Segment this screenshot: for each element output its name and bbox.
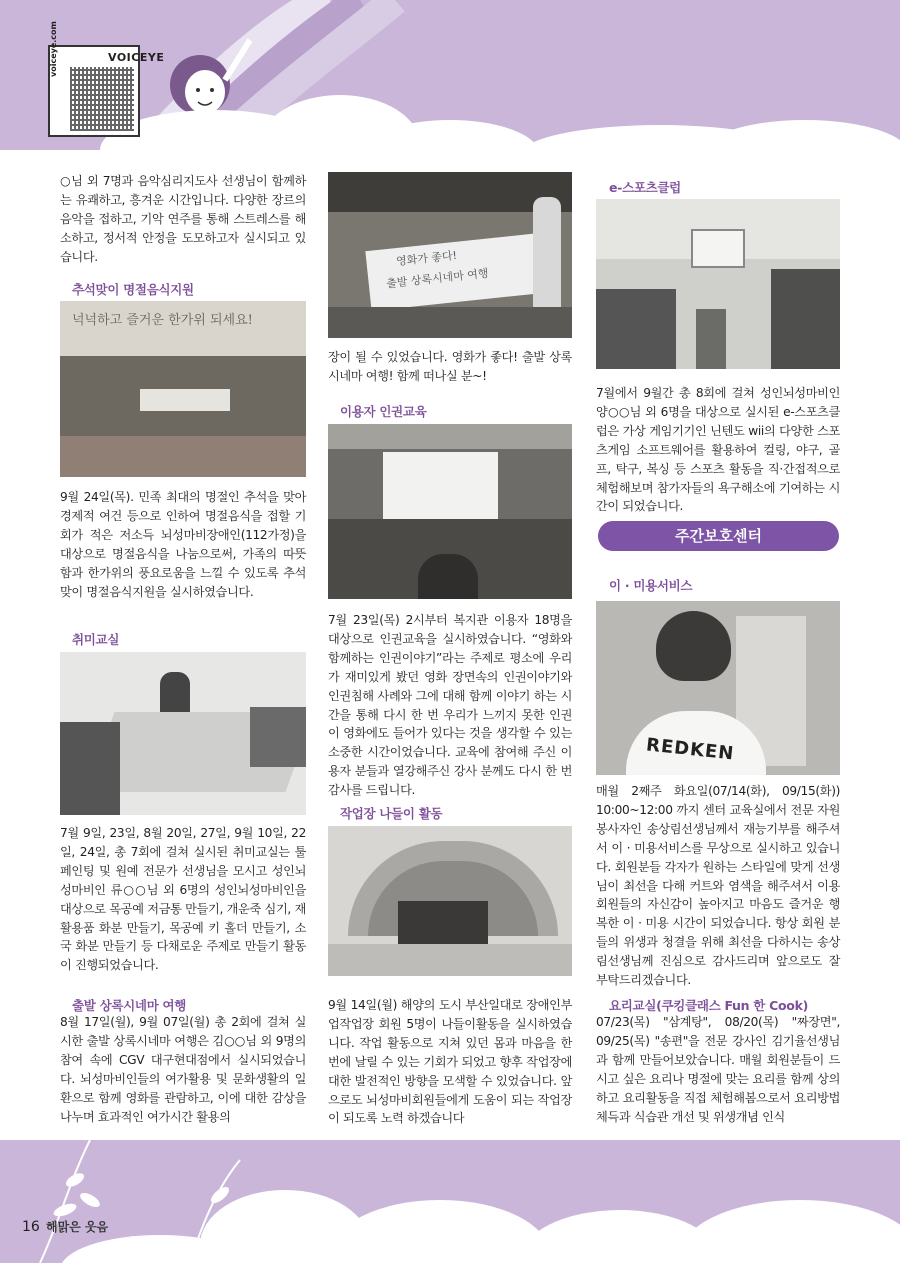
day-care-center-title: 주간보호센터: [598, 521, 839, 551]
rights-text: 7월 23일(목) 2시부터 복지관 이용자 18명을 대상으로 인권교육을 실시하였습니다. “영화와 함께하는 인권이야기”라는 주제로 평소에 우리가 재미있게 봤던 영화 장면속의 인권이야기와 인권침해 사례와 그에 대해 함께 이야기 하는 시간을 통해 다시 한 번 우리가 느끼지 못한 인권이 영화에도 들어가 있다는 것을 생각할 수 있는 소중한 시간이었습니다. 교육에 참여해 주신 이용자 분들과 열강해주신 강사 분께도 다시 한 번 감사를 드립니다.: [328, 613, 572, 798]
workshop-body: [328, 996, 572, 1128]
voiceye-pattern: [70, 67, 134, 131]
beauty-photo: [596, 601, 840, 775]
cooking-heading: 요리교실(쿠킹클래스 Fun 한 Cook): [609, 998, 809, 1013]
cloud: [330, 1200, 550, 1263]
hobby-photo: [60, 652, 306, 815]
hobby-body: [60, 824, 306, 975]
cinema-banner-line2: 출발 상록시네마 여행: [385, 266, 490, 291]
cinema-photo: [328, 172, 572, 338]
esports-body: [596, 384, 840, 516]
voiceye-code: [48, 21, 165, 137]
cinema-text: 8월 17일(월), 9월 07일(월) 총 2회에 걸쳐 실시한 출발 상록시네마 여행은 김○○님 외 9명의 참여 속에 CGV 대구현대점에서 실시되었습니다. 뇌성마비인들의 여가활용 및 문화생활의 일환으로 함께 영화를 관람하고, 이에 대한 감상을 나누며 효과적인 여가시간 활용의: [60, 1015, 306, 1124]
workshop-photo: [328, 826, 572, 976]
voiceye-side-text: voiceye.com: [49, 21, 58, 77]
music-intro-text: ○님 외 7명과 음악심리지도사 선생님이 함께하는 유쾌하고, 흥겨운 시간입니다. 다양한 장르의 음악을 접하고, 기악 연주를 통해 스트레스를 해소하고, 정서적 안정을 도모하고자 실시되고 있습니다.: [60, 174, 306, 264]
esports-heading: e-스포츠클럽: [609, 180, 681, 195]
beauty-heading: 이 · 미용서비스: [609, 578, 693, 593]
hobby-heading: 취미교실: [72, 632, 120, 647]
workshop-text: 9월 14일(월) 해양의 도시 부산일대로 장애인부업작업장 회원 5명이 나들이활동을 실시하였습니다. 작업 활동으로 지쳐 있던 몸과 마음을 한 번에 날릴 수 있는 기회가 되었고 향후 작업장에 대한 발전적인 방향을 모색할 수 있었습니다. 앞으로도 뇌성마비회원들에게 도움이 되는 작업장이 되도록 노력 하겠습니다: [328, 998, 572, 1126]
rights-body: [328, 611, 572, 800]
cinema-cont-body: [328, 348, 572, 386]
cinema-body: [60, 1013, 306, 1126]
footer-band: [0, 1140, 900, 1263]
workshop-heading: 작업장 나들이 활동: [340, 806, 443, 821]
cinema-banner-line1: 영화가 좋다!: [395, 248, 458, 269]
chuseok-heading: 추석맞이 명절음식지원: [72, 282, 194, 297]
page-number: 16: [22, 1219, 40, 1235]
voiceye-label: VOICEYE: [108, 51, 165, 64]
cloud: [680, 1200, 900, 1263]
chuseok-text: 9월 24일(목). 민족 최대의 명절인 추석을 맞아 경제적 여건 등으로 인하여 명절음식을 접할 기회가 적은 저소득 뇌성마비장애인(112가정)을 대상으로 명절음식을 나눔으로써, 가족의 따뜻함과 한가위의 풍요로움을 느낄 수 있도록 추석맞이 명절음식지원을 실시하였습니다.: [60, 490, 306, 599]
esports-photo: [596, 199, 840, 369]
esports-text: 7월에서 9월간 총 8회에 걸쳐 성인뇌성마비인 양○○님 외 6명을 대상으로 실시된 e-스포츠클럽은 가상 게임기기인 닌텐도 wii의 다양한 스포츠게임 소프트웨어를 활용하여 컬링, 야구, 골프, 탁구, 복싱 등 스포츠 활동을 직·간접적으로 체험해보며 참가자들의 욕구해소에 기여하는 시간이 되었습니다.: [596, 386, 840, 514]
cinema-heading: 출발 상록시네마 여행: [72, 998, 187, 1013]
cooking-body: [596, 1013, 840, 1126]
beauty-body: [596, 782, 840, 990]
beauty-text: 매월 2째주 화요일(07/14(화), 09/15(화)) 10:00~12:00 까지 센터 교육실에서 전문 자원봉사자인 송상림선생님께서 재능기부를 해주셔서 이 · 미용서비스를 무상으로 실시하고 있습니다. 회원분들 각자가 원하는 스타일에 맞게 선생님이 최선을 다해 커트와 염색을 해주셔서 이용회원들의 자신감이 높아지고 마음도 즐거운 행복한 이 · 미용 시간이 되었습니다. 항상 회원 분들의 위생과 청결을 위해 최선을 다하시는 송상림선생님께 진심으로 감사드리며 앞으로도 잘 부탁드리겠습니다.: [596, 784, 840, 988]
column-1: [60, 172, 306, 267]
beauty-cape-text: REDKEN: [645, 734, 736, 765]
magazine-logo: 해맑은 웃음: [46, 1220, 109, 1234]
hobby-text: 7월 9일, 23일, 8월 20일, 27일, 9월 10일, 22일, 24일, 총 7회에 걸쳐 실시된 취미교실는 툴 페인팅 및 원예 전문가 선생님을 모시고 성인뇌성마비인 류○○님 외 6명의 성인뇌성마비인을 대상으로 목공예 저금통 만들기, 개운죽 심기, 재활용품 화분 만들기, 목공예 키 홀더 만들기, 소국 화분 만들기 등 다채로운 주제로 만들기 활동이 진행되었습니다.: [60, 826, 306, 973]
cinema-cont-text: 장이 될 수 있었습니다. 영화가 좋다! 출발 상록시네마 여행! 함께 떠나실 분~!: [328, 350, 572, 383]
cooking-text: 07/23(목) "삼계탕", 08/20(목) "짜장면", 09/25(목) "송편"을 전문 강사인 김기율선생님과 함께 만들어보았습니다. 매월 회원분들이 드시고 싶은 요리나 명절에 맞는 요리를 함께 상의하고 요리활동을 직접 체험해봄으로서 요리방법 체득과 식습관 개선 및 위생개념 인식: [596, 1015, 840, 1124]
rights-heading: 이용자 인권교육: [340, 404, 427, 419]
chuseok-photo: [60, 301, 306, 477]
chuseok-banner-text: 넉넉하고 즐거운 한가위 되세요!: [72, 313, 253, 328]
rights-photo: [328, 424, 572, 599]
chuseok-body: [60, 488, 306, 601]
